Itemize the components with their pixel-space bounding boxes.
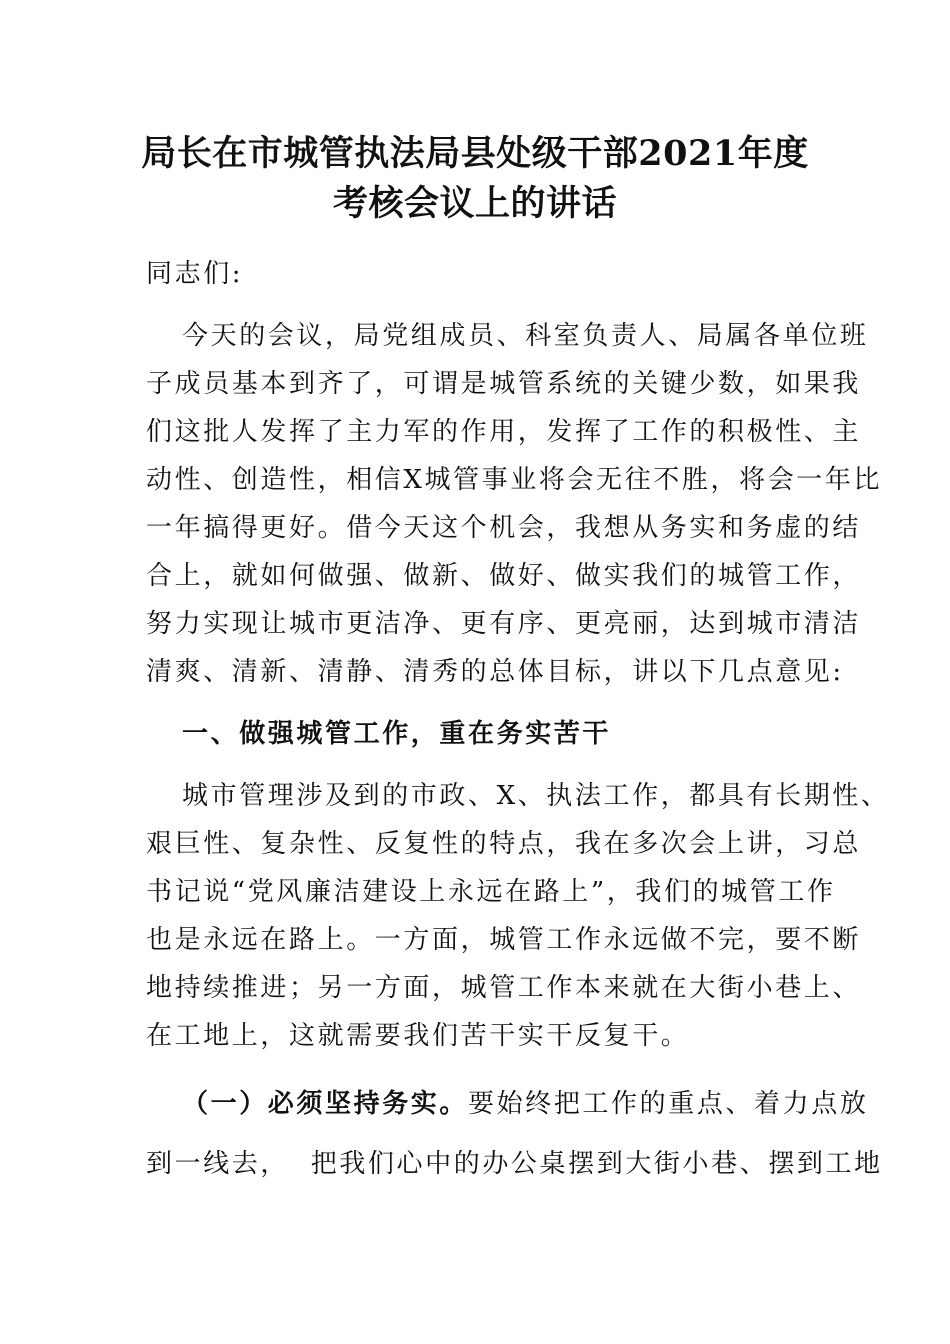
paragraph-line: 书记说“党风廉洁建设上永远在路上”，我们的城管工作 xyxy=(146,877,836,907)
paragraph-line: 城市管理涉及到的市政、X、执法工作，都具有长期性、 xyxy=(182,781,890,811)
paragraph-line: 今天的会议，局党组成员、科室负责人、局属各单位班 xyxy=(182,321,869,351)
paragraph-line: 子成员基本到齐了，可谓是城管系统的关键少数，如果我 xyxy=(146,369,862,399)
paragraph-line: 动性、创造性，相信X城管事业将会无往不胜，将会一年比 xyxy=(146,465,883,495)
document-title-line-1: 局长在市城管执法局县处级干部2021年度 xyxy=(141,133,809,174)
subsection-heading: （一）必须坚持务实。 xyxy=(182,1089,469,1119)
salutation: 同志们: xyxy=(146,259,244,289)
document-title-line-2: 考核会议上的讲话 xyxy=(332,183,617,224)
section-heading: 一、做强城管工作，重在务实苦干 xyxy=(182,719,612,749)
paragraph-line: 也是永远在路上。一方面，城管工作永远做不完，要不断 xyxy=(146,925,862,955)
paragraph-line: 地持续推进；另一方面，城管工作本来就在大街小巷上、 xyxy=(146,973,862,1003)
paragraph-line: 合上，就如何做强、做新、做好、做实我们的城管工作， xyxy=(146,561,862,591)
paragraph-line: 努力实现让城市更洁净、更有序、更亮丽，达到城市清洁 xyxy=(146,609,862,639)
paragraph-line: 在工地上，这就需要我们苦干实干反复干。 xyxy=(146,1021,690,1051)
subsection-line xyxy=(182,1086,868,1122)
paragraph-line: 到一线去， 把我们心中的办公桌摆到大街小巷、摆到工地 xyxy=(146,1149,883,1179)
paragraph-line: 艰巨性、复杂性、反复性的特点，我在多次会上讲，习总 xyxy=(146,829,862,859)
subsection-text: 要始终把工作的重点、着力点放 xyxy=(468,1089,869,1119)
paragraph-line: 一年搞得更好。借今天这个机会，我想从务实和务虚的结 xyxy=(146,513,862,543)
paragraph-line: 清爽、清新、清静、清秀的总体目标，讲以下几点意见: xyxy=(146,657,844,687)
paragraph-line: 们这批人发挥了主力军的作用，发挥了工作的积极性、主 xyxy=(146,417,862,447)
